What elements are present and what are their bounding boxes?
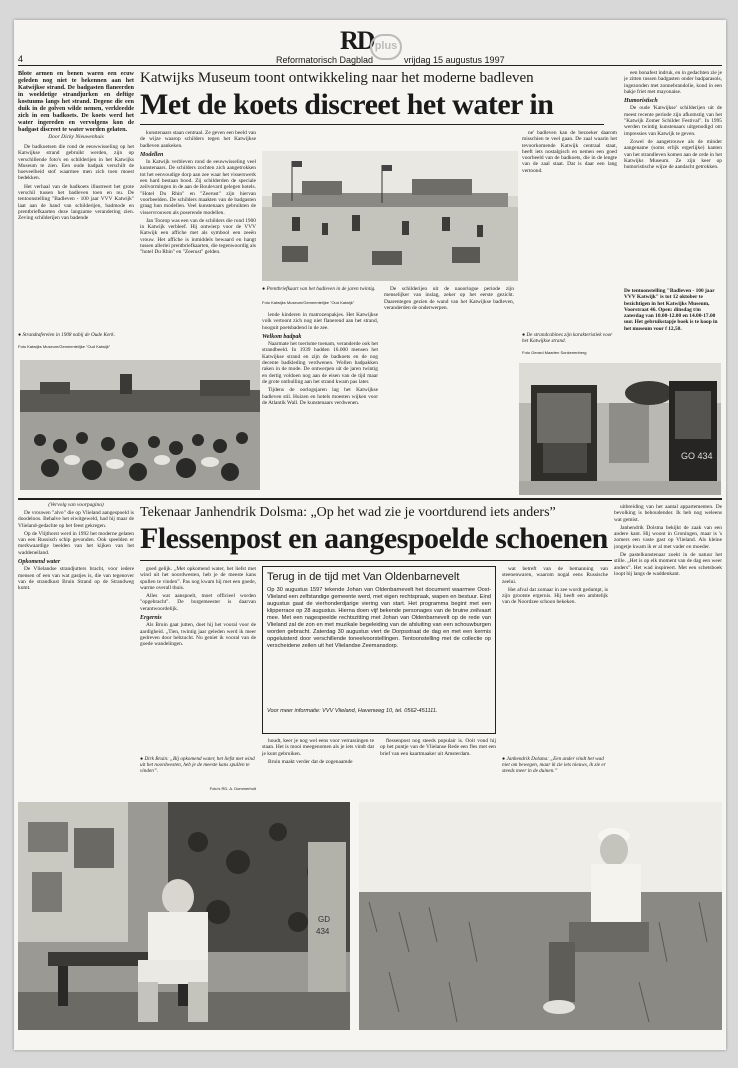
beach-cabins-photo (519, 363, 721, 495)
paragraph: flessenpost nog steeds populair is. Ooit vond hij op het puntje van de Vlielanse Rede een fles met een brief van een kaartmaaker uit Amsterdam. (380, 738, 496, 757)
rd-plus-logo (340, 26, 400, 56)
article2-credit: Foto's RD, A. Dommerholt (209, 786, 256, 791)
paragraph: lende kinderen in matrozenpakjes. Het Katwijkse volk vertoont zich nog niet flanerend aan het strand, hooguit poetsbadend in de zee. (262, 312, 378, 331)
article1-col3-continued (384, 286, 514, 490)
paragraph: houdt, keer je nog wel eens voor verrassingen te staan. Het is mooi meegenomen als je iets vindt dat je kunt gebruiken. (262, 738, 374, 757)
logo-rd-text: RD (340, 26, 374, 55)
subheading-opkomend-water: Opkomend water (18, 559, 61, 566)
paragraph: De schilderijen uit de naoorlogse periode zijn menselijker van inslag, zeker op het eerste gezicht. Daarentegen gezien de wand van het Katwijkse badleven, veranderden de onderwerpen. (384, 286, 514, 311)
paragraph: Jan Toorop was een van de schilders die rond 1900 in Katwijk verbleef. Hij ontwierp voor de VVV Katwijk een affiche met als symbool een zeeën vrouw. Het affiche is inmiddels bewaard en hangt tussen allerlei prentbriefkaarten, die tegenwoordig als "hotel Du Rhin" en "Zeerust" gelden. (140, 217, 256, 256)
beach-postcard-photo (262, 151, 518, 281)
article2-col2 (140, 566, 256, 752)
article2-col5 (502, 566, 608, 752)
article2-col3 (262, 738, 374, 796)
paragraph: ne' badleven kan de bezoeker daarom misschien te veel gaan. De zaal waarin het tevoorkomende Katwijk centraal staat, heeft iets nostalgisch en nemen een goed voorbeeld van de badkoets, die in de lengte van de zaal staat. Dat is daar een lang vertoond. (522, 130, 617, 174)
paragraph: Tijdens de oorlogsjaren lag het Katwijkse badleven stil. Huizen en hotels moesten wijken voor de Atlantik Wall. De kunstenaars verdwenen. (262, 387, 378, 406)
exhibition-info: De tentoonstelling "Badleven - 100 jaar VVV Katwijk" is tot 12 oktober te bezichtigen in het Katwijks Museum, Voorstraat 46. Open: dinsdag t/m zaterdag van 10.00-12.00 en 14.00-17.00 uur. Het gebruikstapje boek is te koop in het museum voor f 12,50. (624, 288, 718, 332)
historic-beach-photo (20, 360, 260, 490)
gd-sign-number: 434 (316, 927, 330, 936)
bullet-icon: ● (502, 756, 507, 762)
article2-headline: Flessenpost en aangespoelde schoenen (140, 522, 608, 555)
article1-col1 (18, 144, 134, 328)
box-body: Op 30 augustus 1597 tekende Johan van Oldenbarnevelt het document waarmee Oost-Vlieland een zelfstandige gemeente werd, met eigen rechtspraak, wapen en bestuur. Eind augustus gaat de vierhonderdjarige viering van start. Het programma begint met een klipperrace op 28 augustus. Hierna doen vijf bekende personages van de bruine zeilvaart mee. Met een nagespeelde rechtszitting met Johan van Oldenbarnevelt op de rede van Vlieland zal de zon en met muzikale begeleiding van de afsluiting van een schouwburgen worden gebracht. Zaterdag 30 augustus viert de Dorpsstraat de dag en met een kermis opgeluisterd door verschillende toneelvoorstellingen. Tentoonstelling met de collectie op verscheidene zeilen uit het Vlielandse Zeemansdorp. (267, 587, 491, 649)
article1-col2 (140, 130, 256, 358)
paragraph: De badkoetsen die rond de eeuwwisseling op het Katwijkse strand gebruikt werden, zijn op verschillende foto's en schilderijen in het Katwijks Museum te zien. Een oude badpak verschilt de hoeveelheid stof waarmee men zich toen moest bedekken. (18, 144, 134, 182)
paragraph: Naarmate het toerisme toenam, veranderde ook het strandbeeld. In 1939 hadden 16.000 mensen het Katwijkse strand en zijn de badkoets en de nog decente badkleding verdwenen. Wollen badpakken raken in de mode. De ontwerpen uit de jaren twintig en dertig voldoen nog aan de eisen van de tijd maar de grote onthulling aan het strand kwam pas later. (262, 341, 378, 385)
paragraph: De oude 'Katwijkse' schilderijen uit de meest recente periode zijn afkomstig van het "Katwijk Zomer Schilder Festival". In 1995 werden twintig kunstenaars uitgenodigd om impressies van Katwijk te geven. (624, 105, 722, 137)
col1-credit: Foto Katwijks Museum/Gemeentelijke "Oud Katwijk" (18, 344, 111, 349)
dirk-bruin-image (18, 802, 350, 1030)
paragraph: goed gelijk. „Met opkomend water, het liefst met wind uit het noordwesten, heb je de meeste kans spullen te vinden”. Pas nog kwam hij met een goede, warme overall thuis. (140, 566, 256, 591)
bullet-icon: ● (18, 332, 23, 338)
paragraph: Op de Vlijthorst werd in 1992 het moderne gelaten van een Russisch schip gevonden. Ook speelden er merkwaardige beelden van het kijken van het waddeneiland. (18, 530, 134, 556)
dolsma-caption (502, 756, 608, 774)
paragraph: In Katwijk verbleven rond de eeuwwisseling veel kunstenaars. De schilders zochten zich aangetrokken tot het eenvoudige dorp aan zee waar het visserswerk een hard bestaan bood. Zij schilderden de speciale zeilvormingen in de aan de Boulevard gelegen hotels. "Hotel Du Rhin" en "Zeerust" zijn hiervan voorbeelden. De schilders maakten van de badgasten graag hun modellen. Veel kunstenaars gebruikten de visservrouwen als poserende modellen. (140, 159, 256, 216)
oldenbarnevelt-box (262, 566, 496, 734)
paragraph: Het verhaal van de badkoets illustreert het grote verschil tussen het badleven toen en nu. De tentoonstelling "Badleven - 100 jaar VVV Katwijk" laat aan de hand van schilderijen, badmode en prentbriefkaarten deze langzame verandering zien. Zeving schilderijen van badende (18, 183, 134, 222)
dirk-bruin-photo (18, 802, 350, 1030)
col1-caption-text: Strandtaferelen in 1908 nabij de Oude Kerk. (22, 332, 115, 338)
article2-col4 (380, 738, 496, 796)
paragraph: Bruin maakt verder dat de zogenaamde (268, 758, 353, 765)
headline2-rule (140, 560, 612, 561)
cabins-credit: Foto Gerard Maarten Sonkenenberg (522, 350, 587, 355)
article2-caption-text: Dirk Bruin: „Bij opkomend water, het liefst met wind uit het noordwesten, heb je de meeste kans spullen te vinden”. (140, 756, 255, 774)
beach-postcard-image (262, 151, 518, 281)
article1-intro: Blote armen en benen waren een ecuw geleden nog niet te bekennen aan het Katwijkse strand. De badgasten flaneerden in woeldetige strandjurken en deftige kostuums langs het strand. Degene die een duik in de golven wilde nemen, verkleedde zich in een badkoets. De koets werd het water ingereden en vervolgens kon de badgast discreet te water worden gelaten. (18, 70, 134, 133)
cabin-sign-label: GO 434 (681, 451, 713, 461)
article1-col3 (262, 312, 378, 490)
headline-rule (140, 124, 604, 125)
article1-kicker: Katwijks Museum toont ontwikkeling naar het moderne badleven (140, 70, 534, 86)
beach-caption-text: Prentbriefkaart van het badleven in de jaren twintig. (266, 286, 376, 292)
article2-col1 (18, 510, 134, 796)
paragraph: Het afval dat zomaar in zee wordt gedumpt, is zijn grootste ergernis. Hij heeft een ambtelijk van de Noordzee schoon bekeken. (502, 586, 608, 606)
beach-credit: Foto Katwijks Museum/Gemeentelijke "Oud Katwijk" (262, 300, 355, 305)
article1-headline: Met de koets discreet het water in (140, 88, 554, 121)
paragraph: uitbreiding van het aantal appartementen. De bevolking is behoudender. Ik heb nog weleens wat gemist. (614, 504, 722, 523)
article2-kicker: Tekenaar Janhendrik Dolsma: „Op het wad zie je voortdurend iets anders” (140, 505, 556, 520)
box-contact: Voor meer informatie: VVV Vlieland, Havenweg 10, tel. 0562-451111. (267, 708, 438, 714)
page-number: 4 (18, 54, 24, 64)
paragraph: De vrouwen "alvo" die op Vlieland aangespoeld is doodeloos. Behalve het eiwitgeweld, had hij maar de Vlieland-gedachte op het feest gekregen. (18, 510, 134, 529)
beach-caption (262, 286, 378, 292)
newspaper-page (14, 20, 726, 1050)
janhendrik-dolsma-image (359, 802, 722, 1030)
paragraph: De Vlielandse strandjutters bracht, voor iedere mensen of een van wat gastjes is, die van tegenover van de strandkust Bruin Strand op de Strandweg komt. (18, 566, 134, 592)
article2-caption (140, 756, 256, 774)
article2-col6 (614, 504, 722, 796)
paper-name: Reformatorisch Dagblad (276, 55, 374, 65)
paragraph: Zowel de aangetrouwe als de minder aangename (soms erlijk ergerlijke) kanten van het strandleven komen aan de orde in het Katwijks Museum. Ze zijn keer op humoristische wijze de aandacht getrokken. (624, 138, 722, 171)
paragraph: De pastelkunstenaar zoekt in de natuur het stille. „Het is op elk moment van de dag een weer anders”. Het wad inspireert. Met een schetsboek loopt hij langs de waddenkant. (614, 552, 722, 577)
article1-byline: Door Dicky Nieuwenhuis (48, 134, 104, 140)
article1-col4 (522, 130, 617, 326)
paragraph: een bonafest indruk, en in gedachten zie je je zitten tussen badgasten onder badparasols, ingezonden met zonnebrandolie, kond in een bakje friet met mayonaise. (624, 70, 722, 95)
paragraph: Janhendrik Dolsma bekijkt de zaak van een andere kant. Hij woont in Groningen, maar is 's zomers een vaste gast op Vlieland. Als kleine jongetje kwam ik er al met vader en moeder. (614, 524, 722, 550)
subheading-ergernis: Ergernis (140, 615, 162, 622)
cabins-caption (522, 332, 617, 344)
paragraph: kunstenaars staan centraal. Ze geven een beeld van de wijze waarop schilders tegen het Katwijkse badleven aankeken. (140, 130, 256, 149)
cabins-caption-text: De strandcabines zijn karakteristiek voor het Katwijkse strand. (522, 332, 613, 344)
section-divider (18, 498, 722, 500)
col1-caption (18, 332, 134, 338)
issue-date: vrijdag 15 augustus 1997 (404, 55, 505, 65)
bullet-icon: ● (140, 756, 145, 762)
paragraph: Alles wat aanspoelt, moet officieel worden "opgebracht". De burgemeester is daarvan verantwoordelijk. (140, 593, 256, 612)
box-title: Terug in de tijd met Van Oldenbarnevelt (267, 571, 460, 583)
historic-beach-image (20, 360, 260, 490)
logo-plus-text: plus (370, 34, 402, 60)
article1-col5 (624, 70, 722, 284)
paragraph: Als Bruin gaat jutten, doet hij het vooral voor de aardigheid. „Tien, twintig jaar geleden werd ik meer gedreven door hebzucht. Nu geniet ik vooral van de goede wandelingen. (140, 622, 256, 648)
bullet-icon: ● (262, 286, 267, 292)
bullet-icon: ● (522, 332, 527, 338)
gd-sign: GD (318, 915, 330, 924)
subheading-modellen: Modellen (140, 151, 164, 158)
dolsma-caption-text: Janhendrik Dolsma: „Een ander vindt het wad niet om bewegen, maar ik zie iets nieuws, ik zie er steeds meer in de duinen.” (502, 756, 606, 774)
header-rule (18, 65, 722, 66)
paragraph: wat betreft van de bemanning van steenenwaren, waarom nogal eens Russische zeelui. (502, 566, 608, 585)
article2-continued-label: (Vervolg van voorpagina) (48, 502, 104, 508)
janhendrik-dolsma-photo (359, 802, 722, 1030)
subheading-humoristisch: Humoristisch (624, 98, 658, 105)
subheading-welkom-badpak: Welkom badpak (262, 333, 302, 340)
beach-cabins-image (519, 363, 721, 495)
